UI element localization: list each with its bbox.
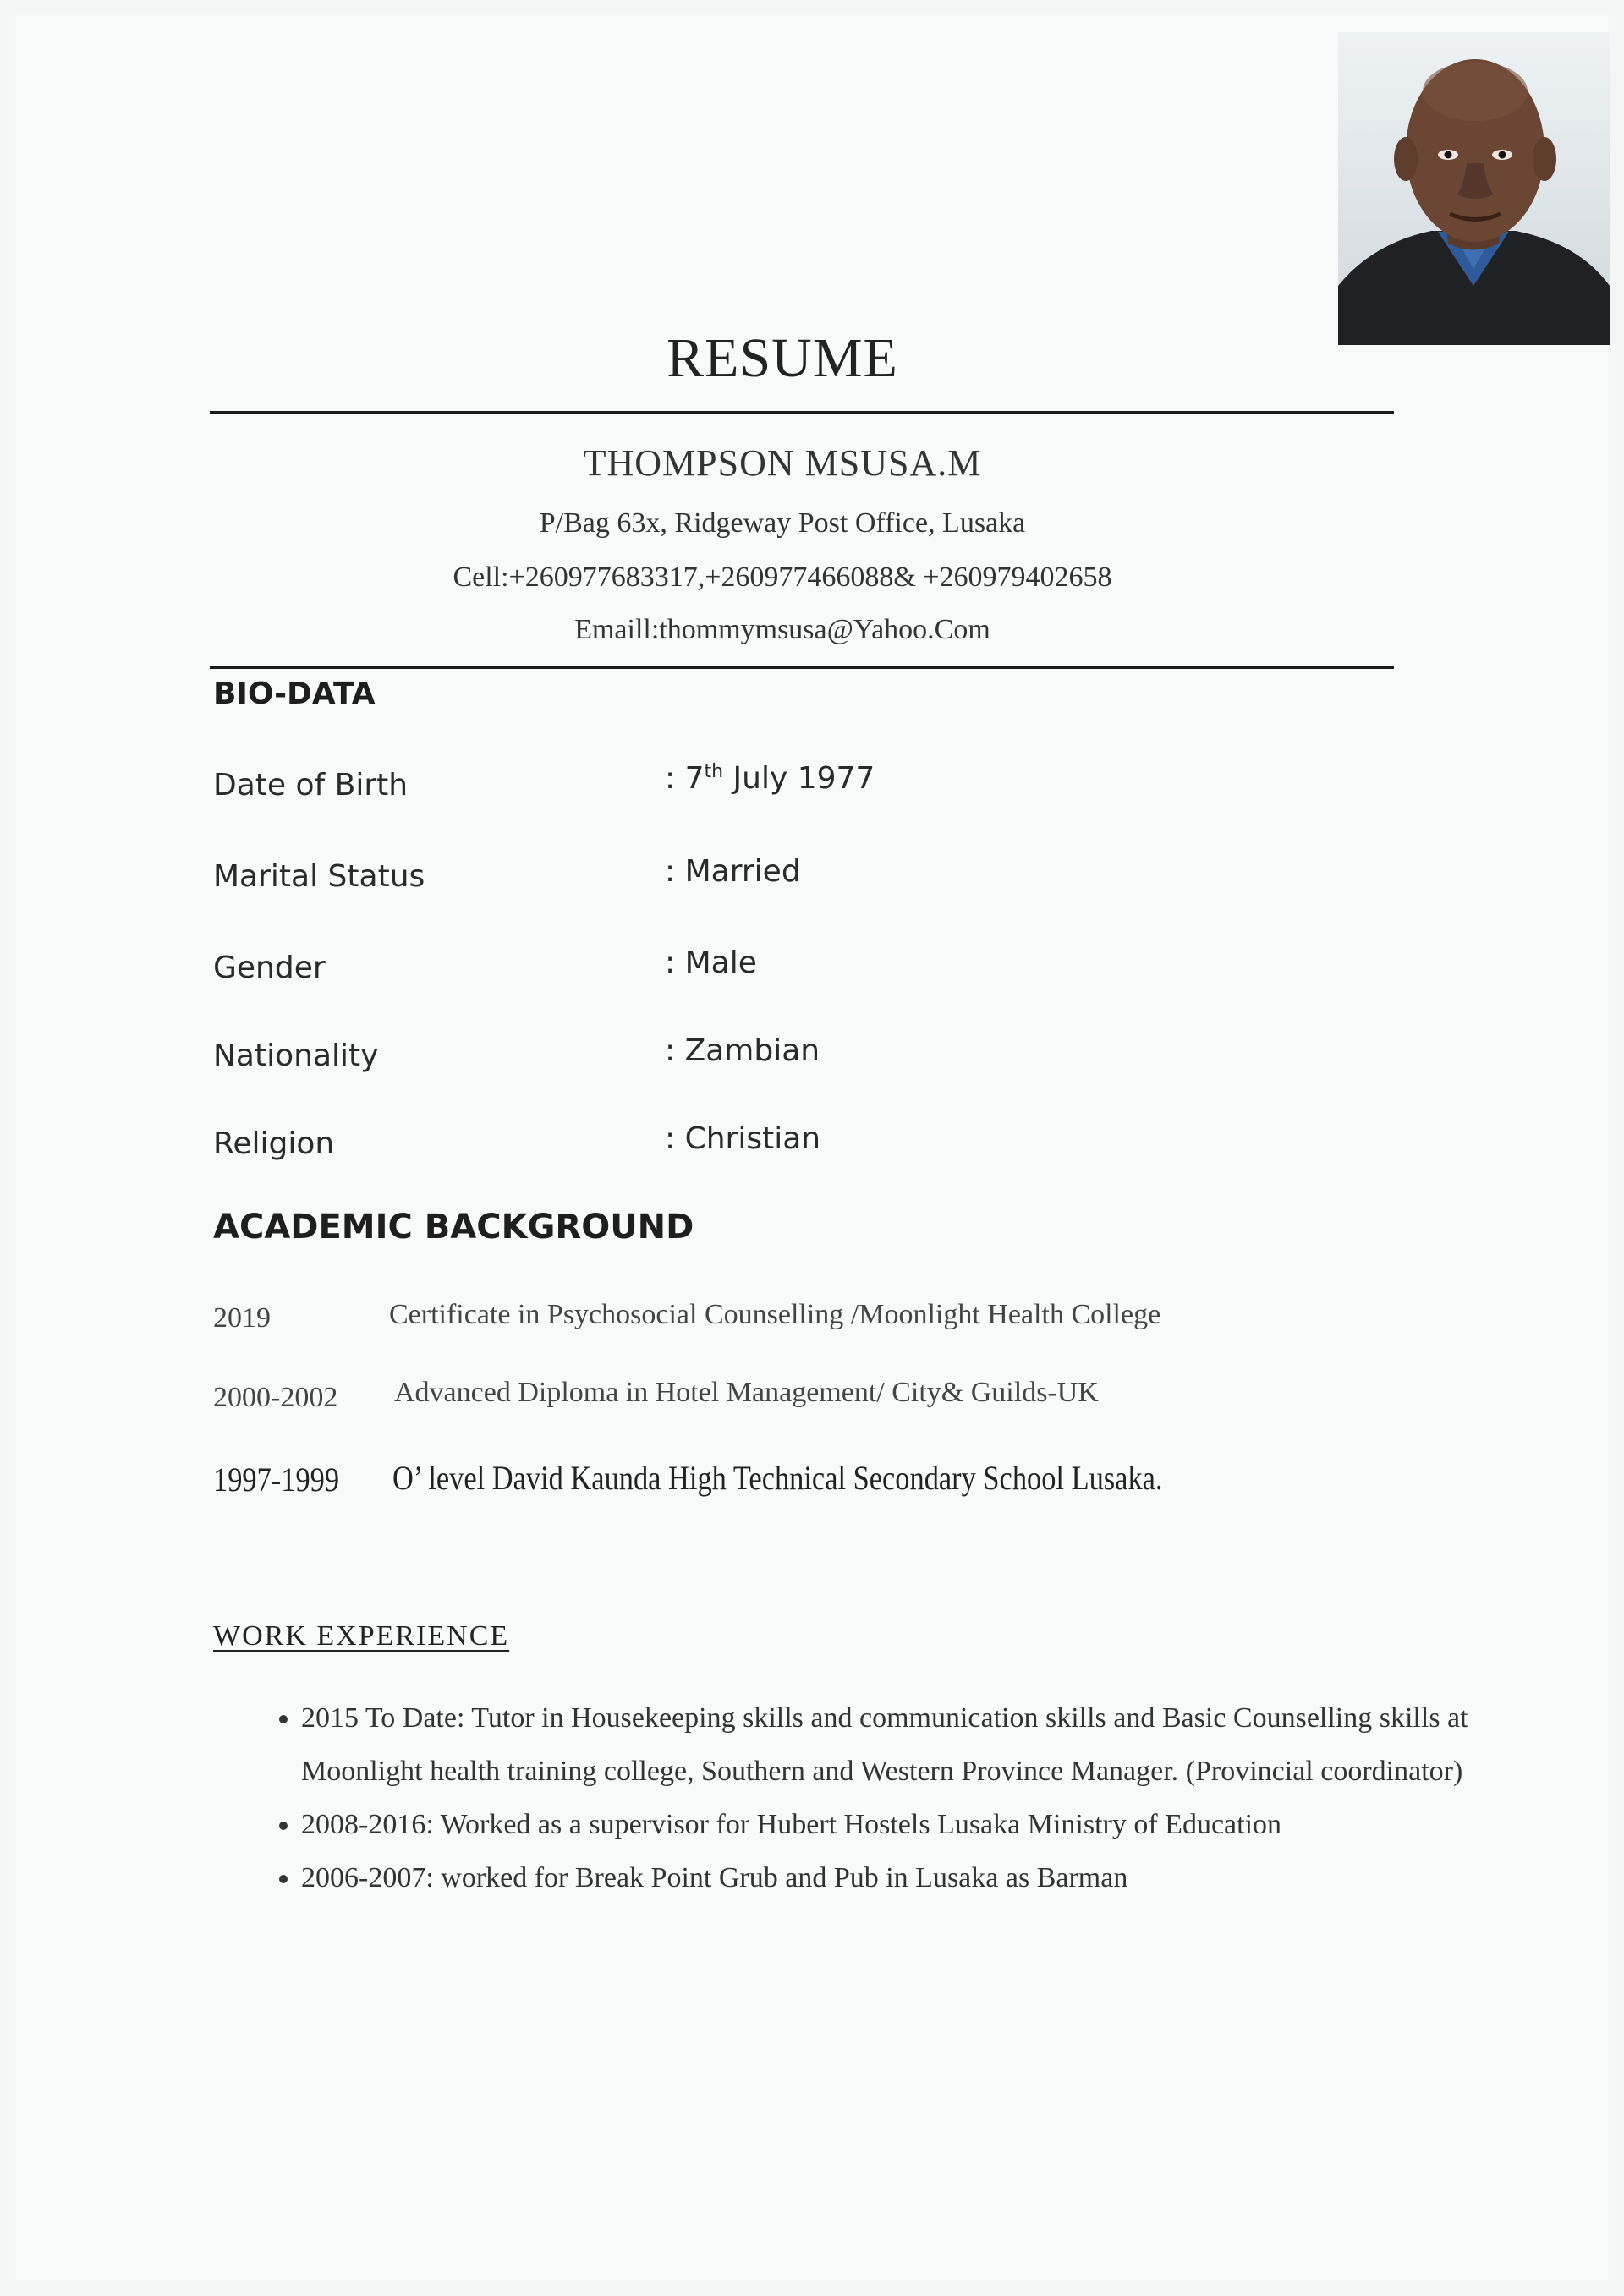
profile-photo bbox=[1338, 32, 1610, 345]
portrait-illustration bbox=[1338, 32, 1610, 345]
title-divider bbox=[210, 411, 1394, 414]
email-line: Emaill:thommymsusa@Yahoo.Com bbox=[574, 614, 990, 645]
address-line: P/Bag 63x, Ridgeway Post Office, Lusaka bbox=[539, 507, 1026, 539]
list-item: • 2015 To Date: Tutor in Housekeeping skills and communication skills and Basic Counselling skills at Moonlight health training college, Southern and Western Province Manager. (Provincial coordinator) bbox=[301, 1691, 1485, 1798]
bio-value-gender: : Male bbox=[665, 945, 757, 980]
list-item: • 2008-2016: Worked as a supervisor for Hubert Hostels Lusaka Ministry of Education bbox=[301, 1798, 1485, 1851]
bio-value-nationality: : Zambian bbox=[665, 1033, 820, 1068]
academic-heading: ACADEMIC BACKGROUND bbox=[213, 1208, 694, 1247]
bio-data-heading: BIO-DATA bbox=[213, 677, 376, 711]
bio-label-religion: Religion bbox=[213, 1126, 335, 1161]
bio-value-marital: : Married bbox=[665, 854, 801, 889]
academic-year: 2019 bbox=[213, 1302, 271, 1334]
bio-label-dob: Date of Birth bbox=[213, 768, 409, 803]
work-experience-list bbox=[254, 1691, 1485, 1904]
bio-label-nationality: Nationality bbox=[213, 1038, 379, 1073]
cell-line: Cell:+260977683317,+260977466088& +260979402658 bbox=[453, 562, 1112, 593]
academic-desc: O’ level David Kaunda High Technical Secondary School Lusaka. bbox=[392, 1459, 1163, 1497]
academic-desc: Advanced Diploma in Hotel Management/ City& Guilds-UK bbox=[394, 1377, 1099, 1408]
candidate-name: THOMPSON MSUSA.M bbox=[583, 442, 982, 484]
work-experience-heading: WORK EXPERIENCE bbox=[213, 1620, 510, 1652]
academic-desc: Certificate in Psychosocial Counselling /Moonlight Health College bbox=[389, 1299, 1161, 1330]
academic-year: 1997-1999 bbox=[213, 1460, 340, 1499]
academic-year: 2000-2002 bbox=[213, 1382, 338, 1413]
bio-label-marital: Marital Status bbox=[213, 859, 425, 894]
bio-value-dob: : 7th July 1977 bbox=[665, 761, 875, 796]
bio-value-religion: : Christian bbox=[665, 1121, 821, 1156]
list-item: • 2006-2007: worked for Break Point Grub and Pub in Lusaka as Barman bbox=[301, 1851, 1485, 1904]
bio-label-gender: Gender bbox=[213, 951, 326, 985]
contact-divider bbox=[210, 666, 1394, 669]
resume-title: RESUME bbox=[667, 327, 898, 389]
